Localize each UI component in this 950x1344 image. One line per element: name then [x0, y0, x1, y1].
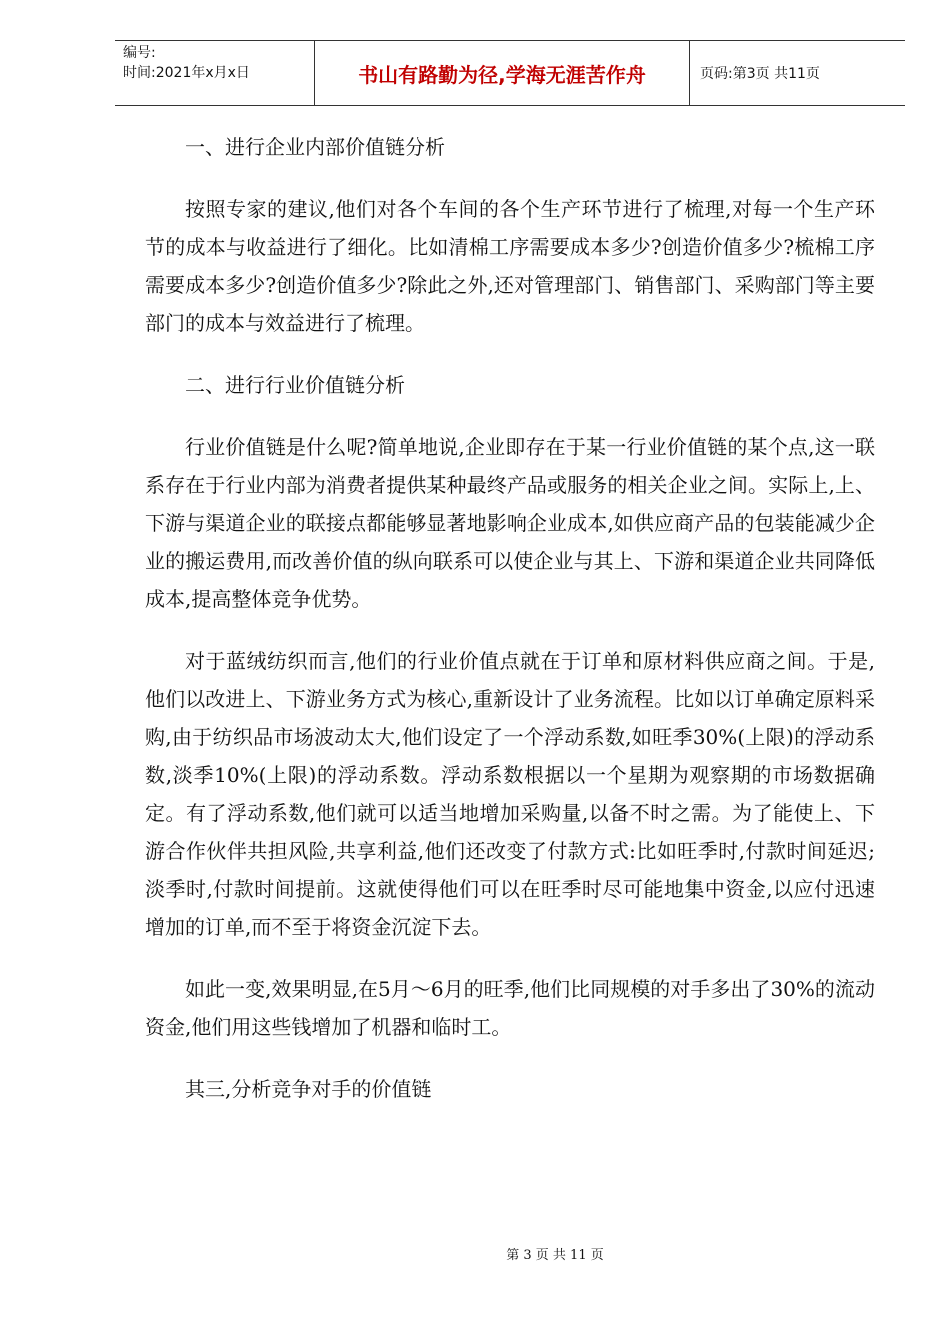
- paragraph-2: 行业价值链是什么呢?简单地说,企业即存在于某一行业价值链的某个点,这一联系存在于行业内部为消费者提供某种最终产品或服务的相关企业之间。实际上,上、下游与渠道企业的联接点都能够显著地影响企业成本,如供应商产品的包装能减少企业的搬运费用,而改善价值的纵向联系可以使企业与其上、下游和渠道企业共同降低成本,提高整体竞争优势。: [145, 435, 875, 611]
- section-heading-3: 其三,分析竞争对手的价值链: [185, 1077, 432, 1101]
- paragraph-4: 如此一变,效果明显,在5月～6月的旺季,他们比同规模的对手多出了30%的流动资金,他们用这些钱增加了机器和临时工。: [145, 977, 875, 1039]
- time-label: 时间:2021年x月x日: [123, 65, 250, 81]
- paragraph-1: 按照专家的建议,他们对各个车间的各个生产环节进行了梳理,对每一个生产环节的成本与收益进行了细化。比如清棉工序需要成本多少?创造价值多少?梳棉工序需要成本多少?创造价值多少?除此之外,还对管理部门、销售部门、采购部门等主要部门的成本与效益进行了梳理。: [145, 197, 875, 335]
- section-heading-2: 二、进行行业价值链分析: [185, 373, 405, 397]
- number-label: 编号:: [123, 45, 156, 61]
- page-footer: 第 3 页 共 11 页: [506, 1248, 604, 1263]
- paragraph-3: 对于蓝绒纺织而言,他们的行业价值点就在于订单和原材料供应商之间。于是,他们以改进上、下游业务方式为核心,重新设计了业务流程。比如以订单确定原料采购,由于纺织品市场波动太大,他们设定了一个浮动系数,如旺季30%(上限)的浮动系数,淡季10%(上限)的浮动系数。浮动系数根据以一个星期为观察期的市场数据确定。有了浮动系数,他们就可以适当地增加采购量,以备不时之需。为了能使上、下游合作伙伴共担风险,共享利益,他们还改变了付款方式:比如旺季时,付款时间延迟;淡季时,付款时间提前。这就使得他们可以在旺季时尽可能地集中资金,以应付迅速增加的订单,而不至于将资金沉淀下去。: [145, 649, 875, 939]
- header-motto: 书山有路勤为径,学海无涯苦作舟: [315, 41, 690, 105]
- page-header: [115, 40, 905, 106]
- header-page-code: 页码:第3页 共11页: [700, 66, 820, 82]
- document-body: [145, 128, 875, 1132]
- header-meta: [115, 41, 315, 105]
- section-heading-1: 一、进行企业内部价值链分析: [185, 135, 445, 159]
